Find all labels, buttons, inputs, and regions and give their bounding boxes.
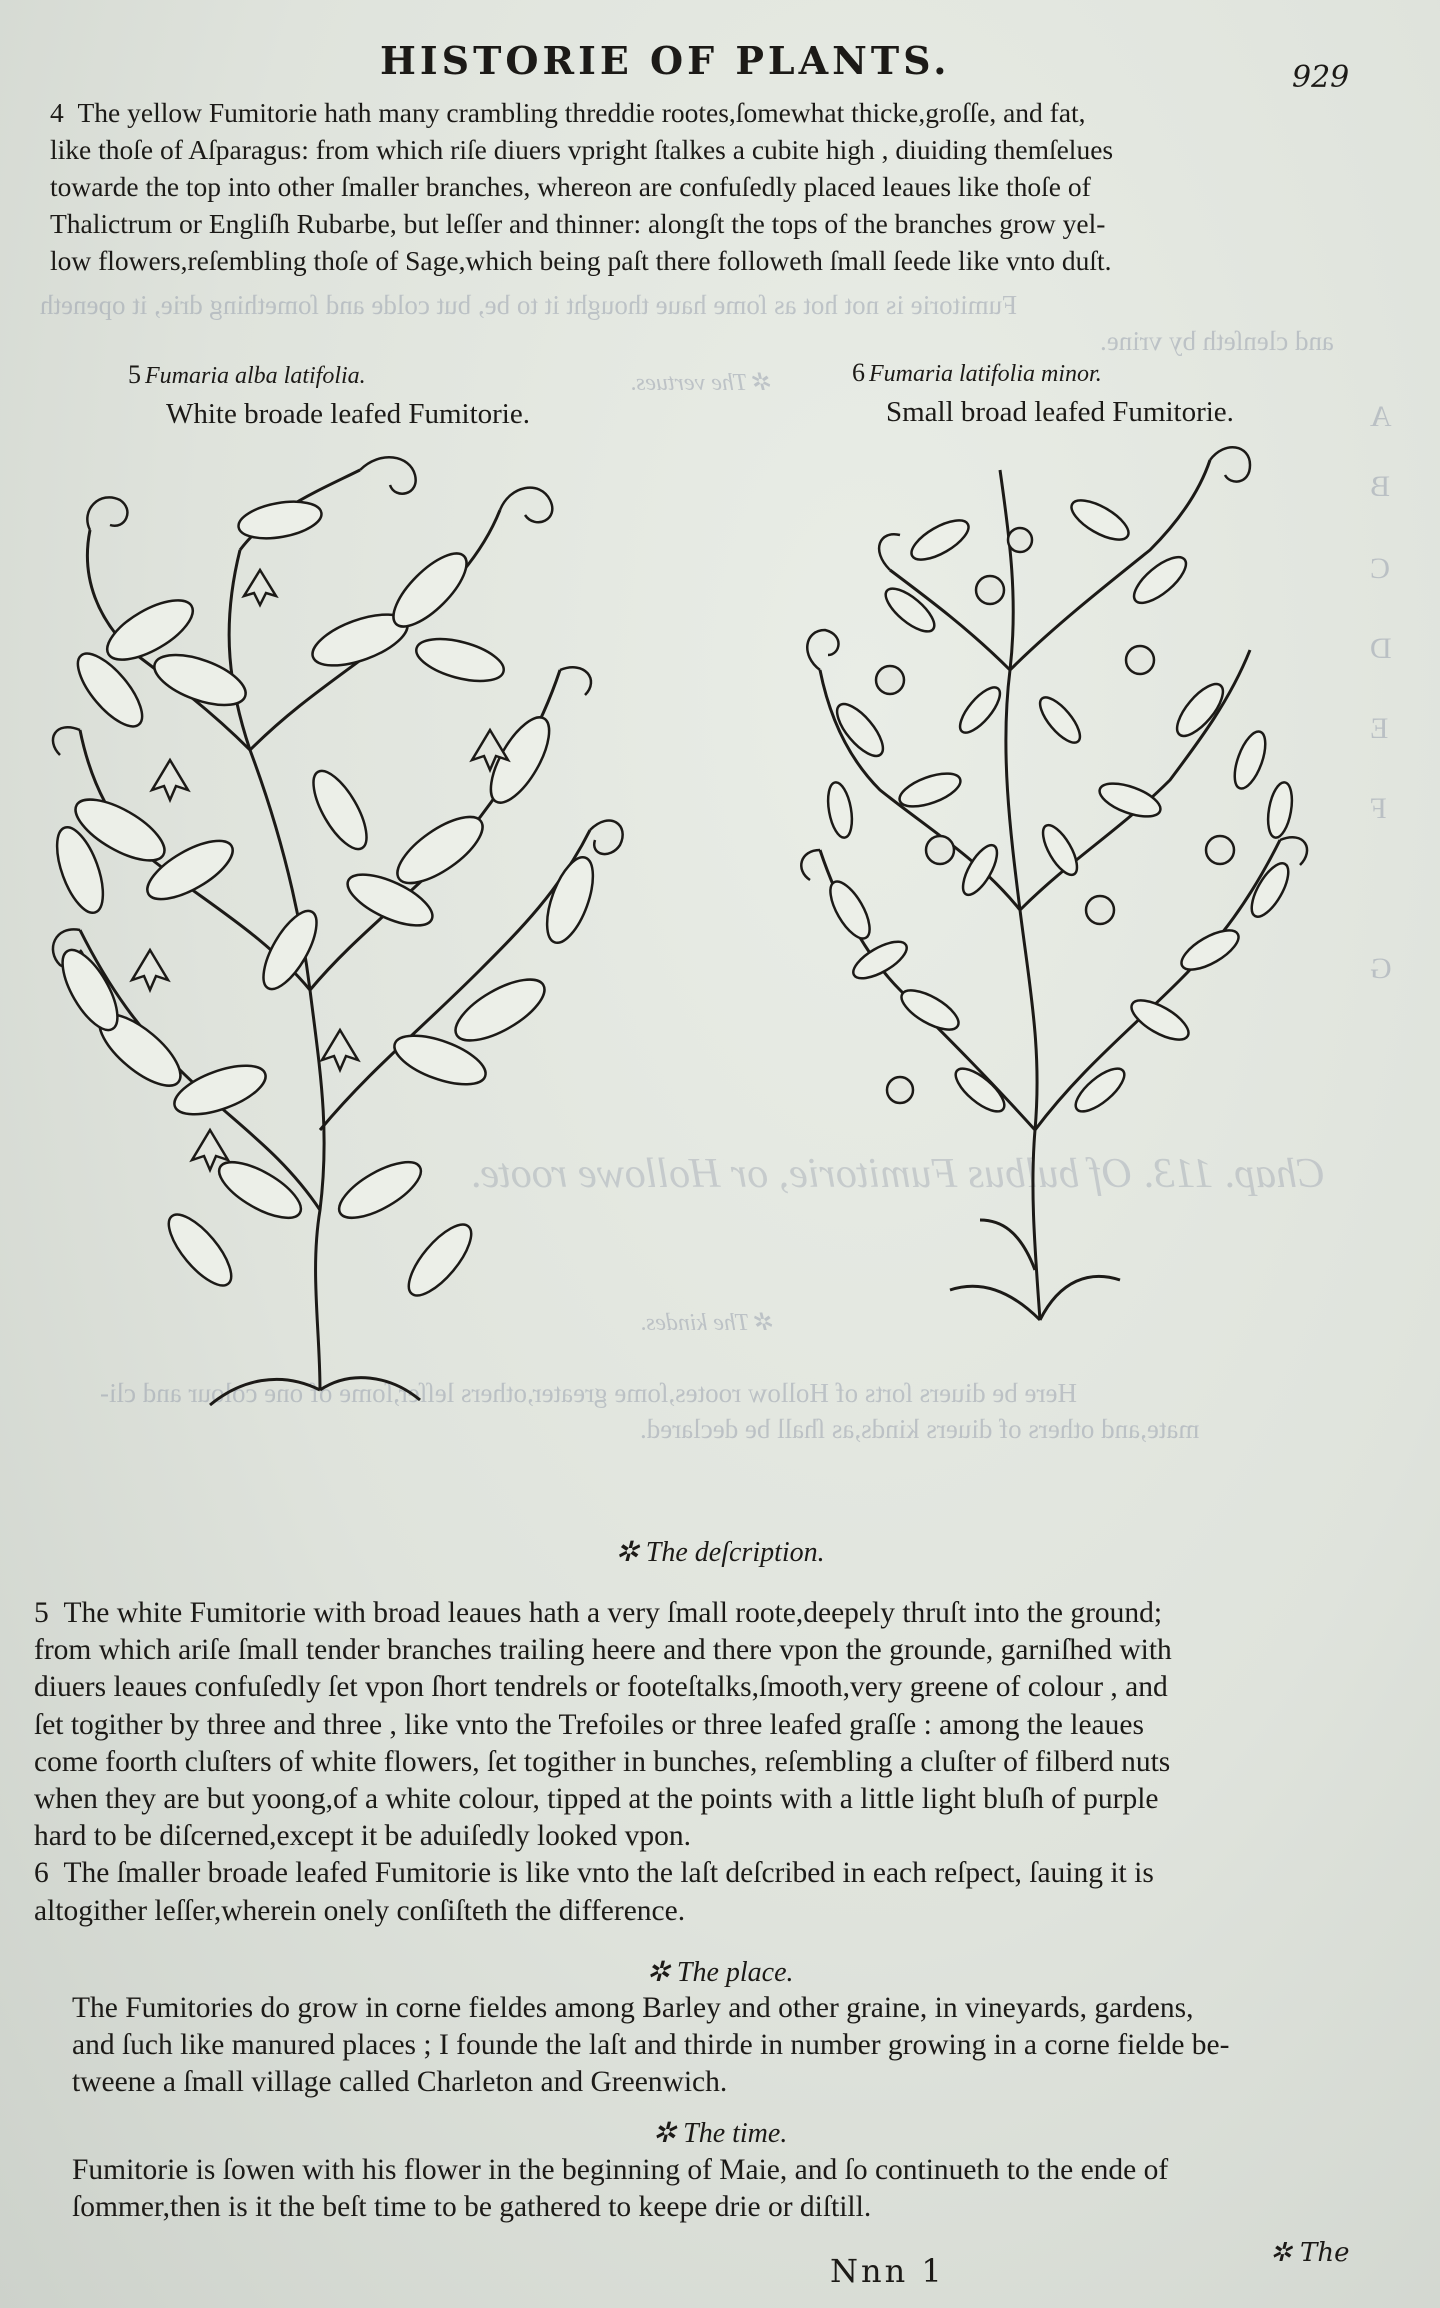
- running-title: HISTORIE OF PLANTS.: [380, 38, 951, 83]
- section-heading-time: ✲ The time.: [652, 2118, 788, 2149]
- text-line: diuers leaues confuſedly ſet vpon ſhort tendrels or footeſtalks,ſmooth,very greene of colour , and: [34, 1671, 1168, 1704]
- bleed-through-line: Fumitorie is not hot as ſome haue thought it to be, but colde and ſomething drie, it openeth: [40, 290, 1018, 320]
- bleed-through-heading: ✲ The vertues.: [630, 370, 774, 396]
- figure-number: 6: [852, 358, 865, 387]
- description-text: [34, 1595, 1404, 1930]
- figure-caption-left: [128, 360, 366, 390]
- leaves: [823, 493, 1296, 1119]
- section-heading-place: ✲ The place.: [646, 1957, 794, 1988]
- text-line: Fumitorie is ſowen with his flower in the beginning of Maie, and ſo continueth to the ende of: [72, 2154, 1169, 2186]
- latin-name: Fumaria latifolia minor.: [869, 361, 1102, 387]
- text-line: from which ariſe ſmall tender branches trailing heere and there vpon the grounde, garniſhed with: [34, 1634, 1172, 1667]
- text-line: The ſmaller broade leafed Fumitorie is like vnto the laſt deſcribed in each reſpect, ſauing it is: [63, 1857, 1154, 1890]
- bleed-through-margin-letter: F: [1370, 792, 1387, 825]
- page-number: 929: [1292, 60, 1350, 95]
- signature-mark: Nnn 1: [830, 2252, 945, 2290]
- latin-name: Fumaria alba latifolia.: [145, 363, 366, 389]
- figure-caption-right: [852, 358, 1102, 388]
- text-line: Thalictrum or Engliſh Rubarbe, but leſſer and thinner: alongſt the tops of the branches grow yel-: [50, 208, 1106, 239]
- section-heading-description: ✲ The deſcription.: [615, 1537, 825, 1568]
- bleed-through-heading: ✲ The kindes.: [640, 1310, 776, 1336]
- paragraph-number: 5: [34, 1597, 49, 1629]
- text-line: towarde the top into other ſmaller branches, whereon are confuſedly placed leaues like thoſe of: [50, 171, 1091, 202]
- bleed-through-line: and clenſeth by vrine.: [1100, 326, 1334, 356]
- paragraph-number: 4: [50, 97, 64, 128]
- text-line: like thoſe of Aſparagus: from which riſe diuers vpright ſtalkes a cubite high , diuiding themſelues: [50, 134, 1114, 165]
- figure-number: 5: [128, 360, 141, 389]
- bleed-through-chapter: Chap. 113. Of bulbus Fumitorie, or Hollowe roote.: [470, 1151, 1326, 1197]
- time-text: [72, 2152, 1392, 2226]
- text-line: low flowers,reſembling thoſe of Sage,which being paſt there followeth ſmall ſeede like vnto duſt.: [50, 245, 1112, 276]
- paragraph-4: [50, 94, 1380, 279]
- text-line: and ſuch like manured places ; I founde the laſt and thirde in number growing in a corne fielde be-: [72, 2029, 1230, 2062]
- text-line: tweene a ſmall village called Charleton and Greenwich.: [72, 2066, 728, 2099]
- text-line: ſet togither by three and three , like vnto the Trefoiles or three leafed graſſe : among the leaues: [34, 1708, 1144, 1741]
- text-line: ſommer,then is it the beſt time to be gathered to keepe drie or diſtill.: [72, 2191, 872, 2224]
- bleed-through-margin-letter: B: [1370, 470, 1391, 503]
- woodcut-small-broad-leafed-fumitory: [780, 430, 1340, 1330]
- bleed-through-margin-letter: D: [1370, 632, 1392, 665]
- leaves: [48, 496, 603, 1305]
- bleed-through-margin-letter: G: [1370, 952, 1392, 985]
- text-line: come foorth cluſters of white flowers, ſet togither in bunches, reſembling a cluſter of filberd nuts: [34, 1745, 1171, 1778]
- figure-english-name-left: White broade leafed Fumitorie.: [166, 398, 530, 430]
- text-line: The yellow Fumitorie hath many crambling threddie rootes,ſomewhat thicke,groſſe, and fat,: [77, 97, 1086, 128]
- bleed-through-margin-letter: A: [1370, 400, 1392, 433]
- place-text: [72, 1990, 1392, 2102]
- woodcut-white-broad-leafed-fumitory: [20, 430, 640, 1410]
- text-line: when they are but yoong,of a white colour, tipped at the points with a little light bluſh of purple: [34, 1783, 1159, 1816]
- bleed-through-margin-letter: E: [1370, 712, 1389, 745]
- text-line: The white Fumitorie with broad leaues hath a very ſmall roote,deepely thruſt into the ground;: [63, 1597, 1163, 1629]
- text-line: The Fumitories do grow in corne fieldes among Barley and other graine, in vineyards, gardens,: [72, 1992, 1194, 2024]
- paragraph-number: 6: [34, 1857, 49, 1890]
- bleed-through-line: mate,and others of diuers kinds,as ſhall be declared.: [640, 1414, 1200, 1444]
- figure-english-name-right: Small broad leafed Fumitorie.: [886, 396, 1234, 428]
- text-line: hard to be diſcerned,except it be aduiſedly looked vpon.: [34, 1820, 691, 1853]
- text-line: altogither leſſer,wherein onely conſiſteth the difference.: [34, 1894, 686, 1927]
- catchword: ✲ The: [1270, 2238, 1350, 2268]
- bleed-through-margin-letter: C: [1370, 552, 1391, 585]
- tendrils: [801, 447, 1307, 880]
- bleed-through-line: Here be diuers ſorts of Hollow rootes,ſome greater,others leſſer,ſome of one colour and cli-: [100, 1378, 1078, 1408]
